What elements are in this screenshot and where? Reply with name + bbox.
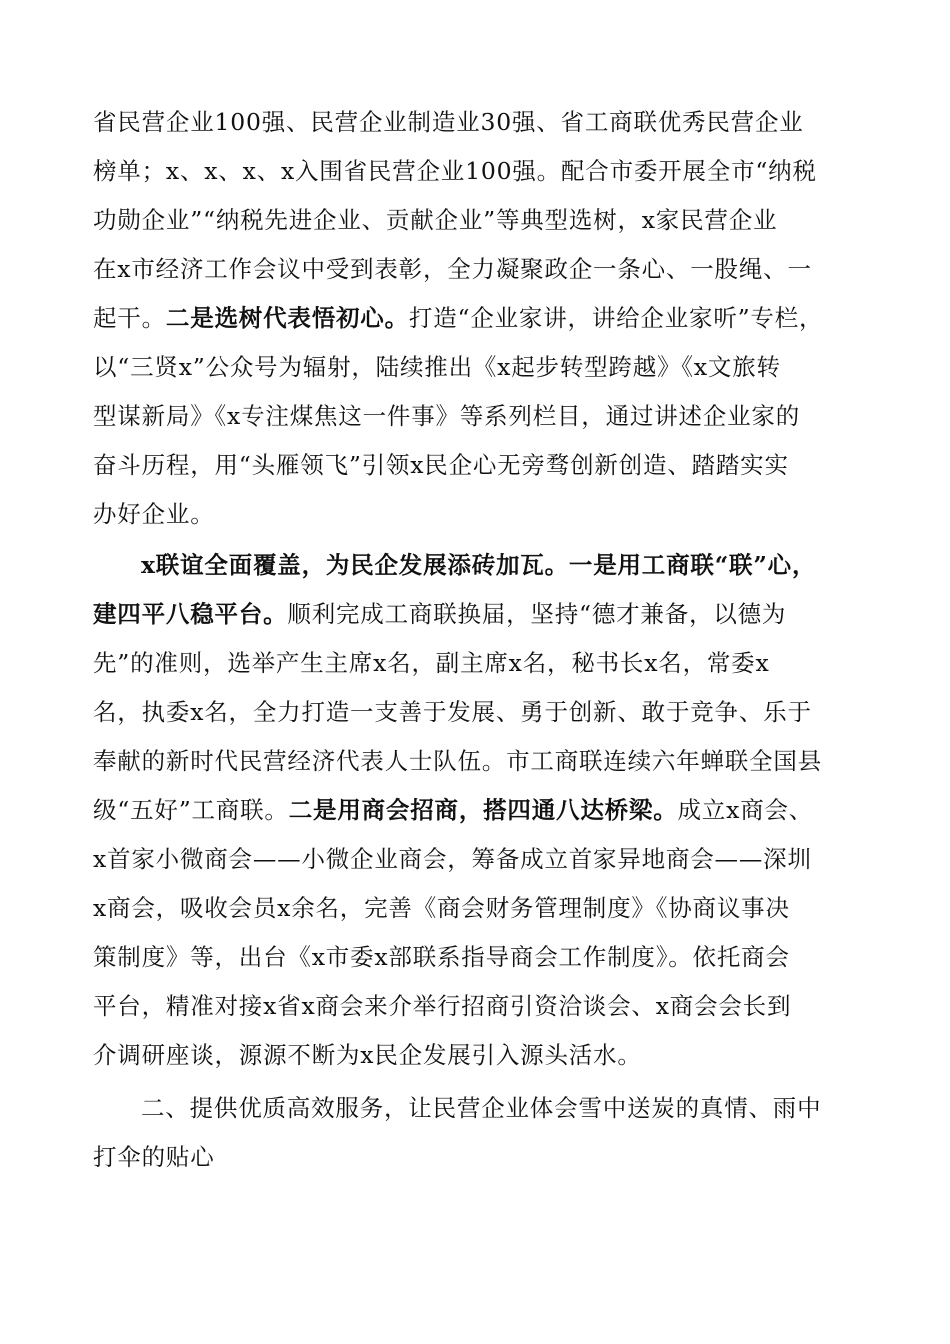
paragraph-1-line-7: 型谋新局》《x专注煤焦这一件事》等系列栏目，通过讲述企业家的 <box>93 402 801 430</box>
bold-text-run: 建四平八稳平台。 <box>93 600 288 628</box>
paragraph-2-line-11: 介调研座谈，源源不断为x民企发展引入源头活水。 <box>93 1041 642 1069</box>
paragraph-2-line-7: x首家小微商会——小微企业商会，筹备成立首家异地商会——深圳 <box>93 845 812 873</box>
bold-text-run: 二是用商会招商，搭四通八达桥梁。 <box>288 796 678 824</box>
paragraph-1-line-1: 省民营企业100强、民营企业制造业30强、省工商联优秀民营企业 <box>93 108 804 136</box>
paragraph-1-line-5 <box>93 303 873 333</box>
paragraph-2-line-3: 先”的准则，选举产生主席x名，副主席x名，秘书长x名，常委x <box>93 649 770 677</box>
text-run: 成立x商会、 <box>677 796 814 824</box>
paragraph-2-line-2 <box>93 599 873 629</box>
paragraph-1-line-9: 办好企业。 <box>93 500 215 528</box>
text-run: 顺利完成工商联换届，坚持“德才兼备，以德为 <box>287 600 787 628</box>
paragraph-2-line-4: 名，执委x名，全力打造一支善于发展、勇于创新、敢于竞争、乐于 <box>93 698 812 726</box>
paragraph-2-line-10: 平台，精准对接x省x商会来介举行招商引资洽谈会、x商会会长到 <box>93 992 792 1020</box>
paragraph-2-line-5: 奉献的新时代民营经济代表人士队伍。市工商联连续六年蝉联全国县 <box>93 747 822 775</box>
paragraph-2-line-8: x商会，吸收会员x余名，完善《商会财务管理制度》《协商议事决 <box>93 894 790 922</box>
text-run: 起干。 <box>93 304 166 332</box>
text-run: 打造“企业家讲，讲给企业家听”专栏， <box>408 304 824 332</box>
paragraph-1-line-4: 在x市经济工作会议中受到表彰，全力凝聚政企一条心、一股绳、一 <box>93 255 812 283</box>
paragraph-1-line-3: 功勋企业”“纳税先进企业、贡献企业”等典型选树，x家民营企业 <box>93 206 778 234</box>
section-heading-line-1: 二、提供优质高效服务，让民营企业体会雪中送炭的真情、雨中 <box>141 1094 822 1122</box>
paragraph-2-line-9: 策制度》等，出台《x市委x部联系指导商会工作制度》。依托商会 <box>93 943 790 971</box>
paragraph-2-line-6 <box>93 795 873 825</box>
paragraph-1-line-8: 奋斗历程，用“头雁领飞”引领x民企心无旁骛创新创造、踏踏实实 <box>93 451 789 479</box>
paragraph-1-line-6: 以“三贤x”公众号为辐射，陆续推出《x起步转型跨越》《x文旅转 <box>93 353 781 381</box>
text-run: 级“五好”工商联。 <box>93 796 289 824</box>
section-heading-line-2: 打伞的贴心 <box>93 1143 215 1171</box>
bold-text-run: 二是选树代表悟初心。 <box>165 304 409 332</box>
paragraph-2-line-1: x联谊全面覆盖，为民企发展添砖加瓦。一是用工商联“联”心， <box>141 551 817 579</box>
paragraph-1-line-2: 榜单；x、x、x、x入围省民营企业100强。配合市委开展全市“纳税 <box>93 157 817 185</box>
